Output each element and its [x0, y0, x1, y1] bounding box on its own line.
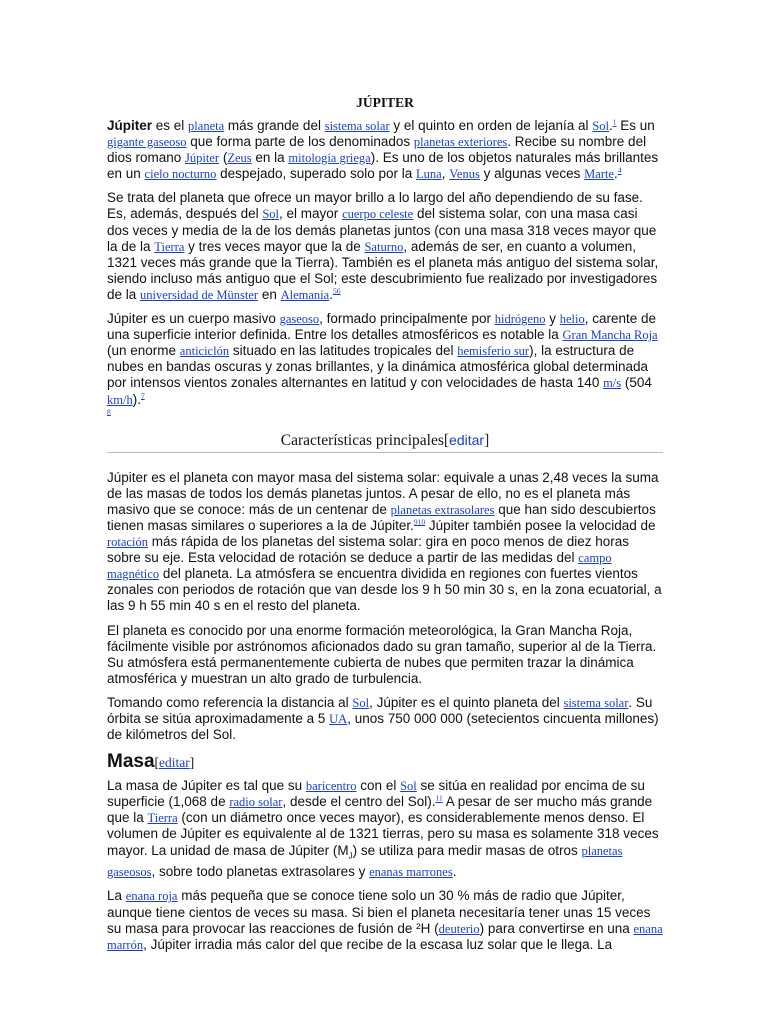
link-marte[interactable]: Marte	[584, 167, 614, 182]
link-cuerpo-celeste[interactable]: cuerpo celeste	[342, 207, 414, 222]
masa-paragraph-1: La masa de Júpiter es tal que su baricentro con el Sol se sitúa en realidad por encima de su superficie (1,068 de radio solar, desde el centro del Sol).$^{11}$ A pesar de ser mucho más grande que la Tierra (con un diámetro once veces mayor), es considerablemente menos denso. El volumen de Júpiter es equivalente al de 1321 tierras, pero su masa es solamente 318 veces mayor. La unidad de masa de Júpiter $(M_J)$ se utiliza para medir masas de otros planetas gaseosos, sobre todo planetas extrasolares y enanas marrones.	[107, 778, 659, 880]
reference-link[interactable]: 8	[107, 407, 111, 417]
article-title: JÚPITER	[356, 95, 414, 110]
link-planetas-gaseosos[interactable]: planetas gaseosos	[107, 843, 623, 880]
link-ms[interactable]: m/s	[603, 376, 622, 391]
article-content	[107, 95, 663, 961]
link-gran-mancha-roja[interactable]: Gran Mancha Roja	[562, 328, 658, 343]
intro-paragraph-3: Júpiter es un cuerpo masivo gaseoso, formado principalmente por hidrógeno y helio, carente de una superficie interior definida. Entre los detalles atmosféricos es notable la Gran Mancha Roja (un enorme anticiclón situado en las latitudes tropicales del hemisferio sur), la estructura de nubes en bandas oscuras y zonas brillantes, y la dinámica atmosférica global determinada por intensos vientos zonales alternantes en latitud y con velocidades de hasta 140 m/s (504 km/h).$^7$ $^8$	[107, 311, 658, 417]
link-planetas-extrasolares[interactable]: planetas extrasolares	[390, 502, 495, 517]
link-luna[interactable]: Luna	[416, 167, 442, 182]
link-zeus[interactable]: Zeus	[227, 151, 252, 166]
edit-link[interactable]: editar	[159, 755, 190, 771]
link-sol[interactable]: Sol	[262, 207, 280, 222]
intro-paragraph-1: Júpiter es el planeta más grande del sistema solar y el quinto en orden de lejanía al Sol.$^1$ Es un gigante gaseoso que forma parte de los denominados planetas exteriores. Recibe su nombre del dios romano Júpiter (Zeus en la mitología griega). Es uno de los objetos naturales más brillantes en un cielo nocturno despejado, superado solo por la Luna, Venus y algunas veces Marte.$^4$	[107, 117, 659, 182]
section-heading-masa: Masa[editar]	[107, 751, 195, 773]
link-enanas-marrones[interactable]: enanas marrones	[369, 865, 453, 880]
link-mitologia-griega[interactable]: mitología griega	[288, 151, 371, 166]
reference-link[interactable]: 7	[140, 391, 145, 400]
reference-link[interactable]: 4	[617, 165, 622, 175]
reference-link[interactable]: 56	[332, 286, 341, 296]
link-kmh[interactable]: km/h	[107, 392, 133, 407]
edit-link[interactable]: editar	[449, 431, 485, 448]
link-hemisferio-sur[interactable]: hemisferio sur	[457, 344, 530, 359]
link-sistema-solar[interactable]: sistema solar	[324, 119, 390, 133]
link-venus[interactable]: Venus	[449, 167, 480, 182]
link-sistema-solar[interactable]: sistema solar	[563, 695, 629, 710]
reference-link[interactable]: 1	[612, 117, 617, 127]
link-rotacion[interactable]: rotación	[107, 535, 148, 550]
link-campo-magnetico[interactable]: campo magnético	[107, 551, 612, 582]
section-heading-caracteristicas: Características principales[editar]	[107, 432, 663, 453]
caracteristicas-paragraph-1: Júpiter es el planeta con mayor masa del sistema solar: equivale a unas 2,48 veces la suma de las masas de todos los demás planetas juntos. A pesar de ello, no es el planeta más masivo que se conoce: más de un centenar de planetas extrasolares que han sido descubiertos tienen masas similares o superiores a la de Júpiter.$^{910}$ Júpiter también posee la velocidad de rotación más rápida de los planetas del sistema solar: gira en poco menos de diez horas sobre su eje. Esta velocidad de rotación se deduce a partir de las medidas del campo magnético del planeta. La atmósfera se encuentra dividida en regiones con fuertes vientos zonales con periodos de rotación que van desde los 9 h 50 min 30 s, en la zona ecuatorial, a las 9 h 55 min 40 s en el resto del planeta.	[107, 469, 662, 614]
link-deuterio[interactable]: deuterio	[438, 921, 480, 936]
link-ua[interactable]: UA	[329, 712, 348, 726]
intro-paragraph-2: Se trata del planeta que ofrece un mayor brillo a lo largo del año dependiendo de su fase. Es, además, después del Sol, el mayor cuerpo celeste del sistema solar, con una masa casi dos veces y media de la de los demás planetas juntos (con una masa 318 veces mayor que la de la Tierra y tres veces mayor que la de Saturno, además de ser, en cuanto a volumen, 1321 veces más grande que la Tierra). También es el planeta más antiguo del sistema solar, siendo incluso más antiguo que el Sol; este descubrimiento fue realizado por investigadores de la universidad de Münster en Alemania.$^{56}$	[107, 190, 659, 302]
link-jupiter[interactable]: Júpiter	[185, 151, 220, 166]
link-baricentro[interactable]: baricentro	[305, 779, 357, 794]
link-hidrogeno[interactable]: hidrógeno	[494, 312, 546, 327]
link-gaseoso[interactable]: gaseoso	[279, 312, 320, 327]
link-sol[interactable]: Sol	[592, 119, 609, 133]
link-gigante-gaseoso[interactable]: gigante gaseoso	[107, 135, 187, 150]
masa-paragraph-2: La enana roja más pequeña que se conoce tiene solo un 30 % más de radio que Júpiter, aunque tiene cientos de veces su masa. Si bien el planeta necesitaría tener unas 15 veces su masa para provocar las reacciones de fusión de ²H (deuterio) para convertirse en una enana marrón, Júpiter irradia más calor del que recibe de la escasa luz solar que le llega. La	[107, 888, 663, 952]
link-enana-roja[interactable]: enana roja	[125, 889, 178, 904]
link-planeta[interactable]: planeta	[188, 119, 225, 133]
link-helio[interactable]: helio	[559, 312, 585, 327]
link-alemania[interactable]: Alemania	[280, 287, 330, 302]
link-planetas-exteriores[interactable]: planetas exteriores	[413, 135, 508, 150]
bold-term: Júpiter	[107, 118, 153, 133]
link-saturno[interactable]: Saturno	[364, 239, 404, 254]
link-sol[interactable]: Sol	[400, 779, 417, 794]
link-enana-marron[interactable]: enana marrón	[107, 921, 663, 952]
link-cielo-nocturno[interactable]: cielo nocturno	[144, 167, 217, 182]
link-sol[interactable]: Sol	[352, 695, 370, 710]
caracteristicas-paragraph-3: Tomando como referencia la distancia al Sol, Júpiter es el quinto planeta del sistema solar. Su órbita se sitúa aproximadamente a 5 UA, unos 750 000 000 (setecientos cincuenta millones) de kilómetros del Sol.	[107, 694, 659, 743]
link-radio-solar[interactable]: radio solar	[229, 795, 283, 810]
caracteristicas-paragraph-2: El planeta es conocido por una enorme formación meteorológica, la Gran Mancha Roja, fácilmente visible por astrónomos aficionados dado su gran tamaño, superior al de la Tierra. Su atmósfera está permanentemente cubierta de nubes que permiten trazar la dinámica atmosférica y muestran un alto grado de turbulencia.	[107, 622, 657, 686]
link-tierra[interactable]: Tierra	[154, 239, 185, 254]
reference-link[interactable]: 11	[435, 793, 443, 803]
reference-link[interactable]: 910	[413, 517, 426, 527]
link-anticiclon[interactable]: anticiclón	[179, 344, 230, 359]
link-tierra[interactable]: Tierra	[147, 811, 178, 826]
link-universidad-munster[interactable]: universidad de Münster	[140, 287, 259, 302]
